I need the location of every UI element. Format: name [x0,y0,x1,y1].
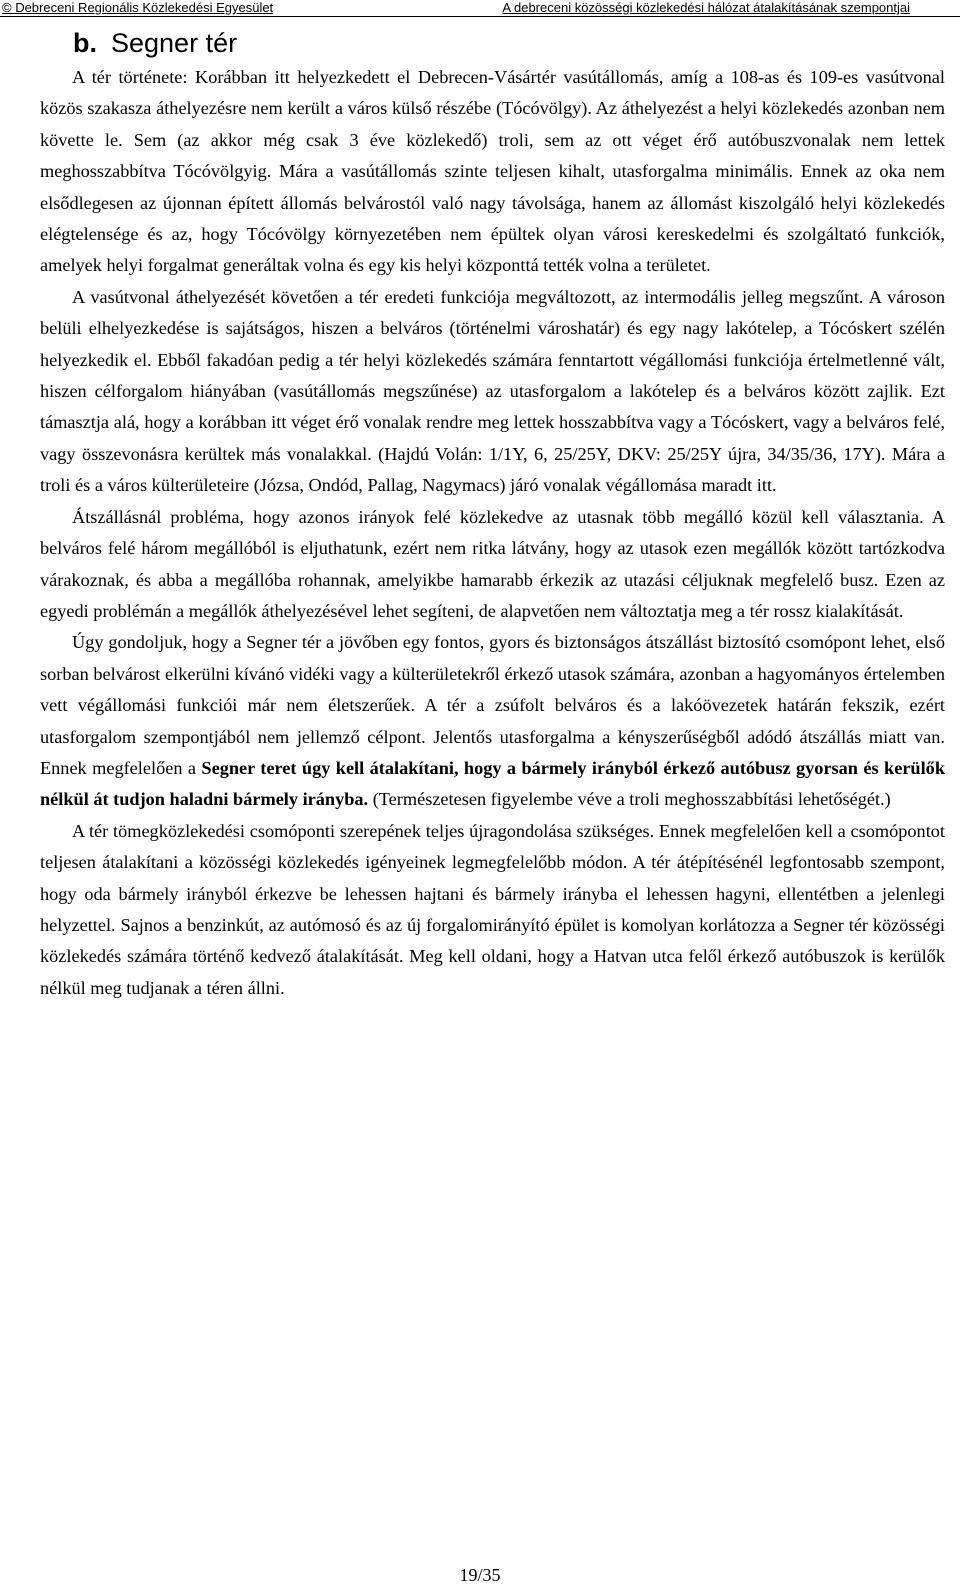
header-copyright: © Debreceni Regionális Közlekedési Egyesület [2,0,274,15]
paragraph-proposal-note: (Természetesen figyelembe véve a troli meghosszabbítási lehetőségét.) [368,789,891,810]
section-number: b. [73,28,97,58]
paragraph-redesign: A tér tömegközlekedési csomóponti szerepének teljes újragondolása szükséges. Ennek megfelelően kell a csomópontot teljesen átalakítani a közösségi közlekedés igényeinek legmegfelelőbb módon. A tér átépítésénél legfontosabb szempont, hogy oda bármely irányból érkezve be lehessen hajtani és bármely irányba el lehessen hagyni, ellentétben a jelenlegi helyzettel. Sajnos a benzinkút, az autómosó és az új forgalomirányító épület is komolyan korlátozza a Segner tér közösségi közlekedés számára történő kedvező átalakítását. Meg kell oldani, hogy a Hatvan utca felől érkező autóbuszok is kerülők nélkül meg tudjanak a téren állni. [40,820,945,998]
page-number: 19/35 [459,1565,501,1585]
paragraph-transfer-problem: Átszállásnál probléma, hogy azonos irányok felé közlekedve az utasnak több megálló közül kell választania. A belváros felé három megállóból is eljuthatunk, ezért nem ritka látvány, hogy az utasok ezen megállók között tartózkodva várakoznak, és abba a megállóba rohannak, amelyikbe hamarabb érkezik az utazási céljuknak megfelelő busz. Ezen az egyedi problémán a megállók áthelyezésével lehet segíteni, de alapvetően nem változtatja meg a tér rossz kialakítását. [40,506,945,621]
body-text [40,62,945,1004]
paragraph-function-change: A vasútvonal áthelyezését követően a tér eredeti funkciója megváltozott, az intermodális jelleg megszűnt. A városon belüli elhelyezkedése is sajátságos, hiszen a belváros (történelmi városhatár) és egy nagy lakótelep, a Tócóskert szélén helyezkedik el. Ebből fakadóan pedig a tér helyi közlekedés számára fenntartott végállomási funkciója értelmetlenné vált, hiszen célforgalom hiányában (vasútállomás megszűnése) az utasforgalom a lakótelep és a belváros között zajlik. Ezt támasztja alá, hogy a korábban itt véget érő vonalak rendre meg lettek hosszabbítva vagy a Tócóskert, vagy a belváros felé, vagy összevonásra kerültek más vonalakkal. (Hajdú Volán: 1/1Y, 6, 25/25Y, DKV: 25/25Y újra, 34/35/36, 17Y). Mára a troli és a város külterületeire (Józsa, Ondód, Pallag, Nagymacs) járó vonalak végállomása maradt itt. [40,286,945,496]
paragraph-proposal [40,627,945,815]
page-header [0,0,960,17]
paragraph-history: A tér története: Korábban itt helyezkedett el Debrecen-Vásártér vasútállomás, amíg a 108-as és 109-es vasútvonal közös szakasza áthelyezésre nem került a város külső részébe (Tócóvölgy). Az áthelyezést a helyi közlekedés azonban nem követte le. Sem (az akkor még csak 3 éve közlekedő) troli, sem az ott véget érő autóbuszvonalak nem lettek meghosszabbítva Tócóvölgyig. Mára a vasútállomás szinte teljesen kihalt, utasforgalma minimális. Ennek az oka nem elsődlegesen az újonnan épített állomás belvárostól való nagy távolsága, hanem az állomást kiszolgáló helyi közlekedés elégtelensége és az, hogy Tócóvölgy környezetében nem épültek olyan városi kereskedelmi és szolgáltató funkciók, amelyek helyi forgalmat generáltak volna és egy kis helyi központtá tették volna a területet. [40,67,945,276]
section-title: Segner tér [111,28,238,58]
header-document-title: A debreceni közösségi közlekedési hálózat átalakításának szempontjai [502,0,910,15]
section-heading [73,26,237,60]
paragraph-proposal-emphasis: Segner teret úgy kell átalakítani, hogy a bármely irányból érkező autóbusz gyorsan és kerülők nélkül át tudjon haladni bármely irányba. [40,757,945,810]
paragraph-proposal-intro: Úgy gondoljuk, hogy a Segner tér a jövőben egy fontos, gyors és biztonságos átszállást biztosító csomópont lehet, első sorban belvárost elkerülni kívánó vidéki vagy a külterületekről érkező utasok számára, azonban a hagyományos értelemben vett végállomási funkciói már nem életszerűek. A tér a zsúfolt belváros és a lakóövezetek határán fekszik, ezért utasforgalom szempontjából nem jellemző célpont. Jelentős utasforgalma a kényszerűségből adódó átszállás miatt van. Ennek megfelelően a [40,632,945,778]
